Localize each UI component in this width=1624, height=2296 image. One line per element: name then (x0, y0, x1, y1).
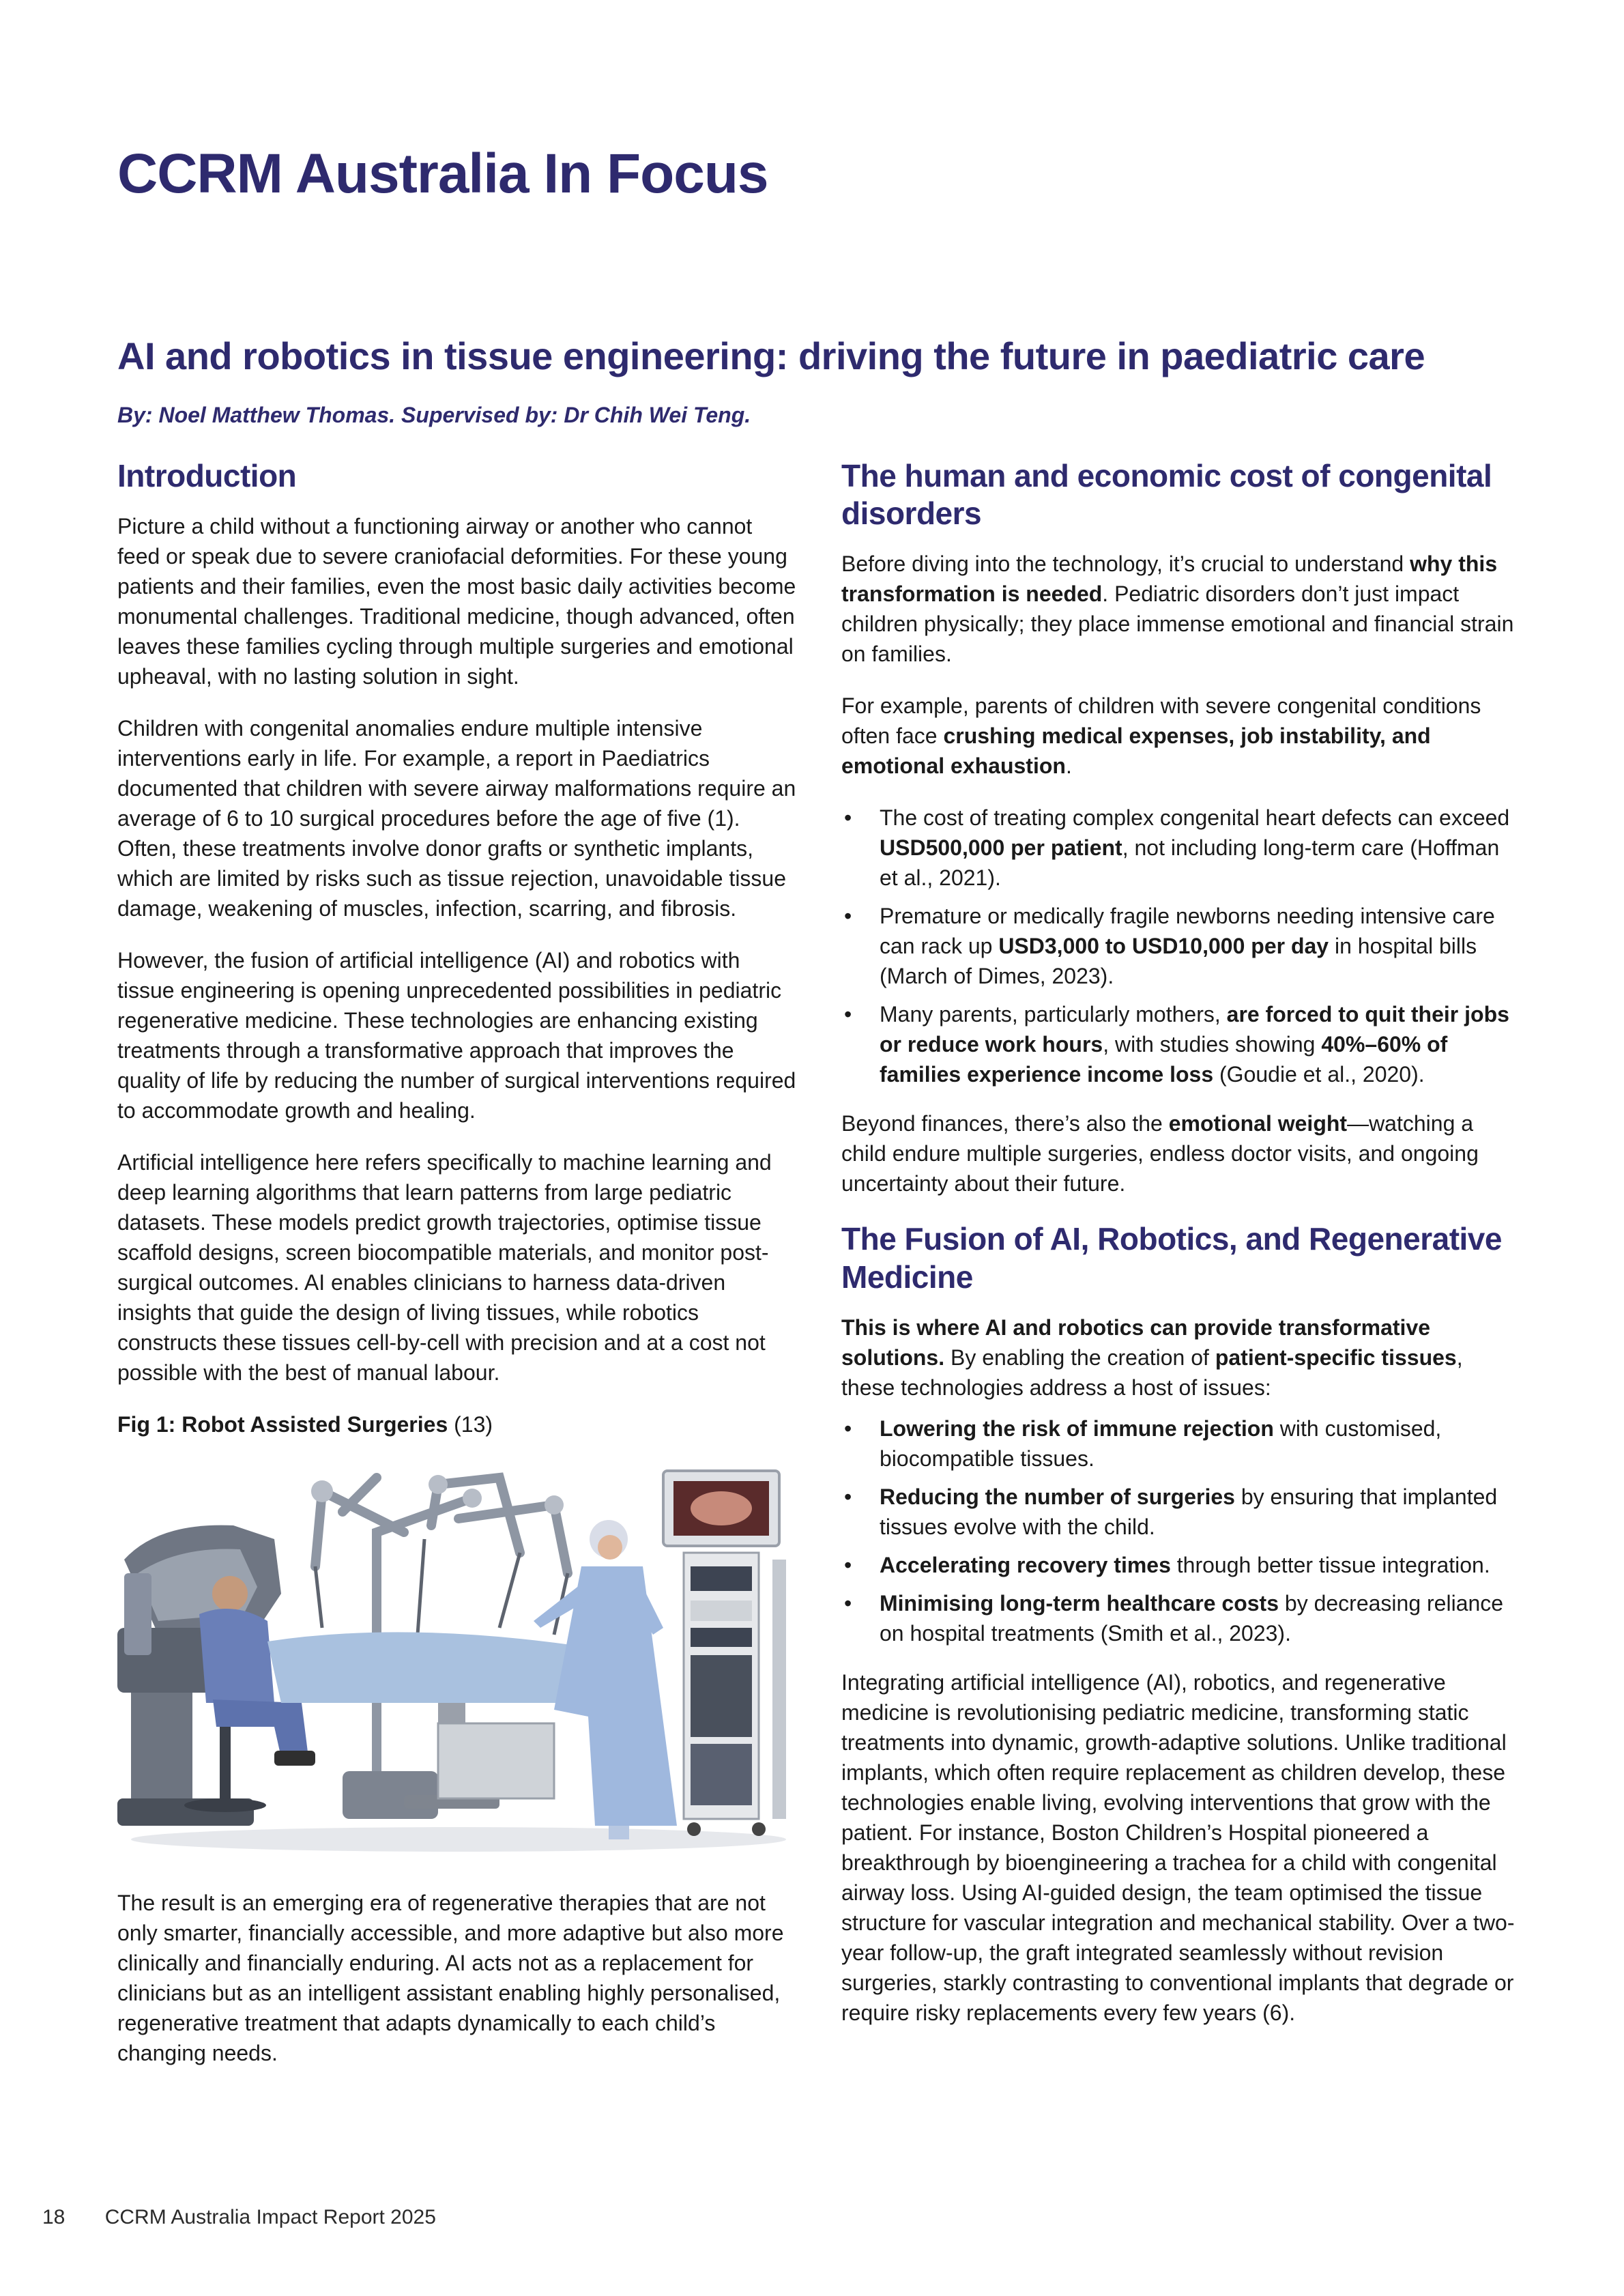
intro-paragraph-4: Artificial intelligence here refers specifically to machine learning and deep learning algorithms that learn patterns from large pediatric datasets. These models predict growth trajectories, optimise tissue scaffold designs, screen biocompatible materials, and monitor post-surgical outcomes. AI enables clinicians to harness data-driven insights that guide the design of living tissues, while robotics constructs these tissues cell-by-cell with precision and at a cost not possible with the best of manual labour. (117, 1150, 772, 1386)
bullet-icon: • (844, 1484, 852, 1509)
figure-label: Fig 1: Robot Assisted Surgeries (117, 1412, 448, 1437)
fusion-paragraph-1: This is where AI and robotics can provide transformative solutions. By enabling the creation of patient-specific tissues, these technologies address a host of issues: (841, 1315, 1463, 1400)
intro-paragraph-3: However, the fusion of artificial intelligence (AI) and robotics with tissue engineering is opening unprecedented possibilities in pediatric regenerative medicine. These technologies are enhancing existing treatments through a transformative approach that improves the quality of life by reducing the number of surgical interventions required to accommodate growth and healing. (117, 948, 796, 1123)
cost-bullet-list (841, 803, 1517, 1089)
arm-instruments (315, 1539, 568, 1635)
economic-paragraph-1: Before diving into the technology, it’s crucial to understand why this transformation is needed. Pediatric disorders don’t just impact children physically; they place immense emotional and financial strain on families. (841, 551, 1514, 667)
list-item: • Reducing the number of surgeries by ensuring that implanted tissues evolve with the child. (841, 1482, 1517, 1542)
economic-paragraph-3: Beyond finances, there’s also the emotional weight—watching a child endure multiple surgeries, endless doctor visits, and ongoing uncertainty about their future. (841, 1111, 1479, 1196)
bullet-icon: • (844, 1002, 852, 1027)
closing-paragraph: The result is an emerging era of regenerative therapies that are not only smarter, financially accessible, and more adaptive but also more clinically and financially enduring. AI acts not as a replacement for clinicians but as an intelligent assistant enabling highly personalised, regenerative treatment that adapts dynamically to each child’s changing needs. (117, 1891, 784, 2066)
bullet-icon: • (844, 904, 852, 929)
bullet-icon: • (844, 1416, 852, 1441)
list-item: • Accelerating recovery times through better tissue integration. (841, 1550, 1517, 1580)
benefit-bullet-list (841, 1414, 1517, 1648)
page-number: 18 (42, 2206, 66, 2228)
bullet-icon: • (844, 1552, 852, 1577)
page-title: CCRM Australia In Focus (117, 143, 768, 205)
robot-surgery-image (117, 1457, 800, 1853)
figure-reference: (13) (448, 1412, 493, 1437)
fusion-paragraph-2: Integrating artificial intelligence (AI), robotics, and regenerative medicine is revolutionising pediatric medicine, transforming static treatments into dynamic, growth-adaptive solutions. Unlike traditional implants, which often require replacement as children develop, these technologies enable living, evolving interventions that grow with the patient. For instance, Boston Children’s Hospital pioneered a breakthrough by bioengineering a trachea for a child with congenital airway loss. Using AI-guided design, the team optimised the tissue structure for vascular integration and mechanical stability. Over a two-year follow-up, the graft integrated seamlessly without revision surgeries, starkly contrasting to conventional implants that degrade or require risky replacements every few years (6). (841, 1669, 1515, 2025)
list-item: • Minimising long-term healthcare costs by decreasing reliance on hospital treatments (Smith et al., 2023). (841, 1588, 1517, 1648)
economic-cost-heading: The human and economic cost of congenital disorders (841, 458, 1492, 532)
economic-paragraph-2: For example, parents of children with severe congenital conditions often face crushing medical expenses, job instability, and emotional exhaustion. (841, 693, 1481, 779)
right-column (841, 457, 1517, 2050)
list-item: • Premature or medically fragile newborns needing intensive care can rack up USD3,000 to USD10,000 per day in hospital bills (March of Dimes, 2023). (841, 901, 1517, 991)
list-item: • The cost of treating complex congenital heart defects can exceed USD500,000 per patient, not including long-term care (Hoffman et al., 2021). (841, 803, 1517, 893)
introduction-heading: Introduction (117, 458, 297, 493)
fusion-heading: The Fusion of AI, Robotics, and Regenerative Medicine (841, 1221, 1502, 1295)
page-footer (42, 2206, 436, 2229)
intro-paragraph-1: Picture a child without a functioning airway or another who cannot feed or speak due to severe craniofacial deformities. For these young patients and their families, even the most basic daily activities become monumental challenges. Traditional medicine, though advanced, often leaves these families cycling through multiple surgeries and emotional upheaval, with no lasting solution in sight. (117, 514, 796, 689)
left-column (117, 457, 800, 2090)
list-item: • Many parents, particularly mothers, are forced to quit their jobs or reduce work hours, with studies showing 40%–60% of families experience income loss (Goudie et al., 2020). (841, 999, 1517, 1089)
report-name: CCRM Australia Impact Report 2025 (104, 2206, 436, 2228)
author-byline: By: Noel Matthew Thomas. Supervised by: Dr Chih Wei Teng. (117, 403, 751, 427)
article-title: AI and robotics in tissue engineering: driving the future in paediatric care (117, 334, 1425, 377)
figure-caption (117, 1409, 800, 1439)
intro-paragraph-2: Children with congenital anomalies endure multiple intensive interventions early in life. For example, a report in Paediatrics documented that children with severe airway malformations require an average of 6 to 10 surgical procedures before the age of five (1). Often, these treatments involve donor grafts or synthetic implants, which are limited by risks such as tissue rejection, unavoidable tissue damage, weakening of muscles, infection, scarring, and fibrosis. (117, 716, 796, 921)
list-item: • Lowering the risk of immune rejection with customised, biocompatible tissues. (841, 1414, 1517, 1474)
instrument-box (438, 1723, 554, 1798)
bullet-icon: • (844, 805, 852, 831)
vision-cart (663, 1471, 786, 1836)
bullet-icon: • (844, 1590, 852, 1616)
